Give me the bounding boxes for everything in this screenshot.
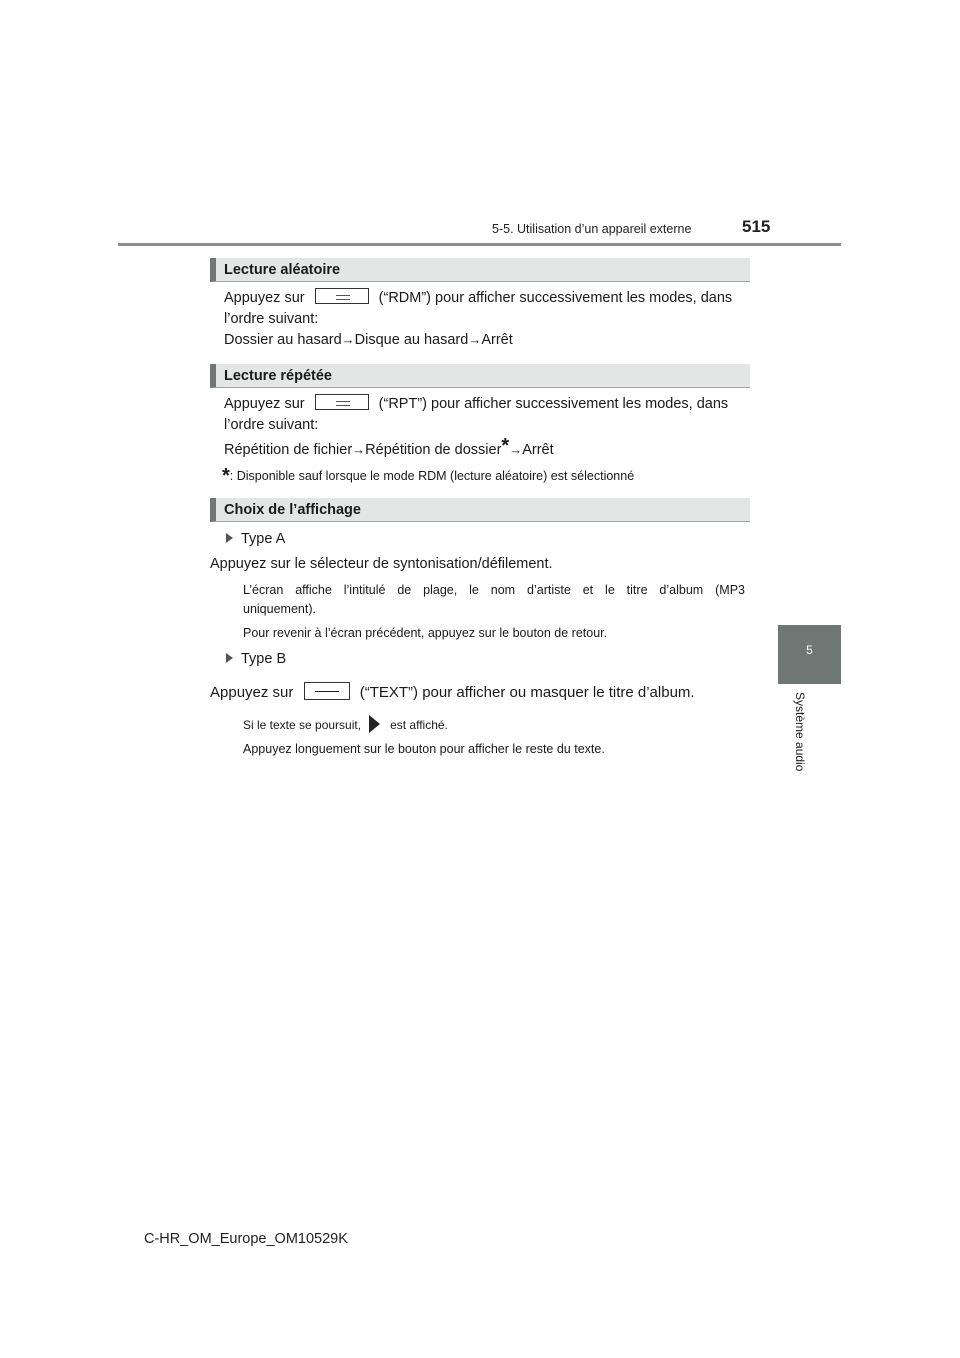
- page-number: 515: [742, 217, 771, 236]
- random-instruction-line1: Appuyez sur (“RDM”) pour afficher successivement les modes, dans: [224, 290, 733, 306]
- text-button-icon: [304, 682, 350, 700]
- arrow-right-icon: →: [468, 332, 482, 347]
- section-heading-display: [210, 498, 750, 522]
- triangle-bullet-icon: [226, 653, 233, 663]
- continue-arrow-icon: [369, 715, 380, 733]
- section-title: Lecture aléatoire: [224, 262, 341, 278]
- random-mode-sequence: Dossier au hasard→Disque au hasard→Arrêt: [224, 332, 513, 348]
- type-a-note-line1b: uniquement).: [243, 602, 316, 616]
- footnote: *: Disponible sauf lorsque le mode RDM (lecture aléatoire) est sélectionné: [222, 465, 635, 487]
- footnote-marker: *: [501, 435, 510, 457]
- rdm-button-icon: [315, 288, 369, 304]
- section-heading-random: [210, 258, 750, 282]
- section-title: Choix de l’affichage: [224, 502, 361, 518]
- arrow-right-icon: →: [341, 332, 355, 347]
- triangle-bullet-icon: [226, 533, 233, 543]
- type-a-instruction: Appuyez sur le sélecteur de syntonisation/défilement.: [210, 556, 553, 572]
- chapter-label: Système audio: [793, 692, 807, 772]
- arrow-right-icon: →: [509, 442, 523, 457]
- type-a-heading: Type A: [226, 529, 285, 549]
- repeat-instruction-line2: l’ordre suivant:: [224, 417, 319, 433]
- section-title: Lecture répétée: [224, 368, 332, 384]
- arrow-right-icon: →: [352, 442, 366, 457]
- section-heading-repeat: [210, 364, 750, 388]
- footnote-marker: *: [222, 465, 230, 487]
- type-b-note-line2: Appuyez longuement sur le bouton pour afficher le reste du texte.: [243, 742, 605, 756]
- type-b-heading: Type B: [226, 649, 286, 669]
- repeat-instruction-line1: Appuyez sur (“RPT”) pour afficher successivement les modes, dans: [224, 396, 729, 412]
- type-a-note-line2: Pour revenir à l’écran précédent, appuyez sur le bouton de retour.: [243, 626, 608, 640]
- type-b-instruction: Appuyez sur (“TEXT”) pour afficher ou masquer le titre d’album.: [210, 684, 695, 701]
- repeat-mode-sequence: Répétition de fichier→Répétition de dossier*→Arrêt: [224, 435, 554, 458]
- rpt-button-icon: [315, 394, 369, 410]
- type-b-note-line1: Si le texte se poursuit, est affiché.: [243, 716, 448, 735]
- header-section-title: 5-5. Utilisation d’un appareil externe: [492, 222, 692, 236]
- type-a-note-line1: L’écran affiche l’intitulé de plage, le nom d’artiste et le titre d’album (MP3: [243, 583, 745, 597]
- chapter-number: 5: [806, 643, 813, 657]
- header-divider: [118, 243, 841, 246]
- random-instruction-line2: l’ordre suivant:: [224, 311, 319, 327]
- document-code: C-HR_OM_Europe_OM10529K: [144, 1231, 348, 1247]
